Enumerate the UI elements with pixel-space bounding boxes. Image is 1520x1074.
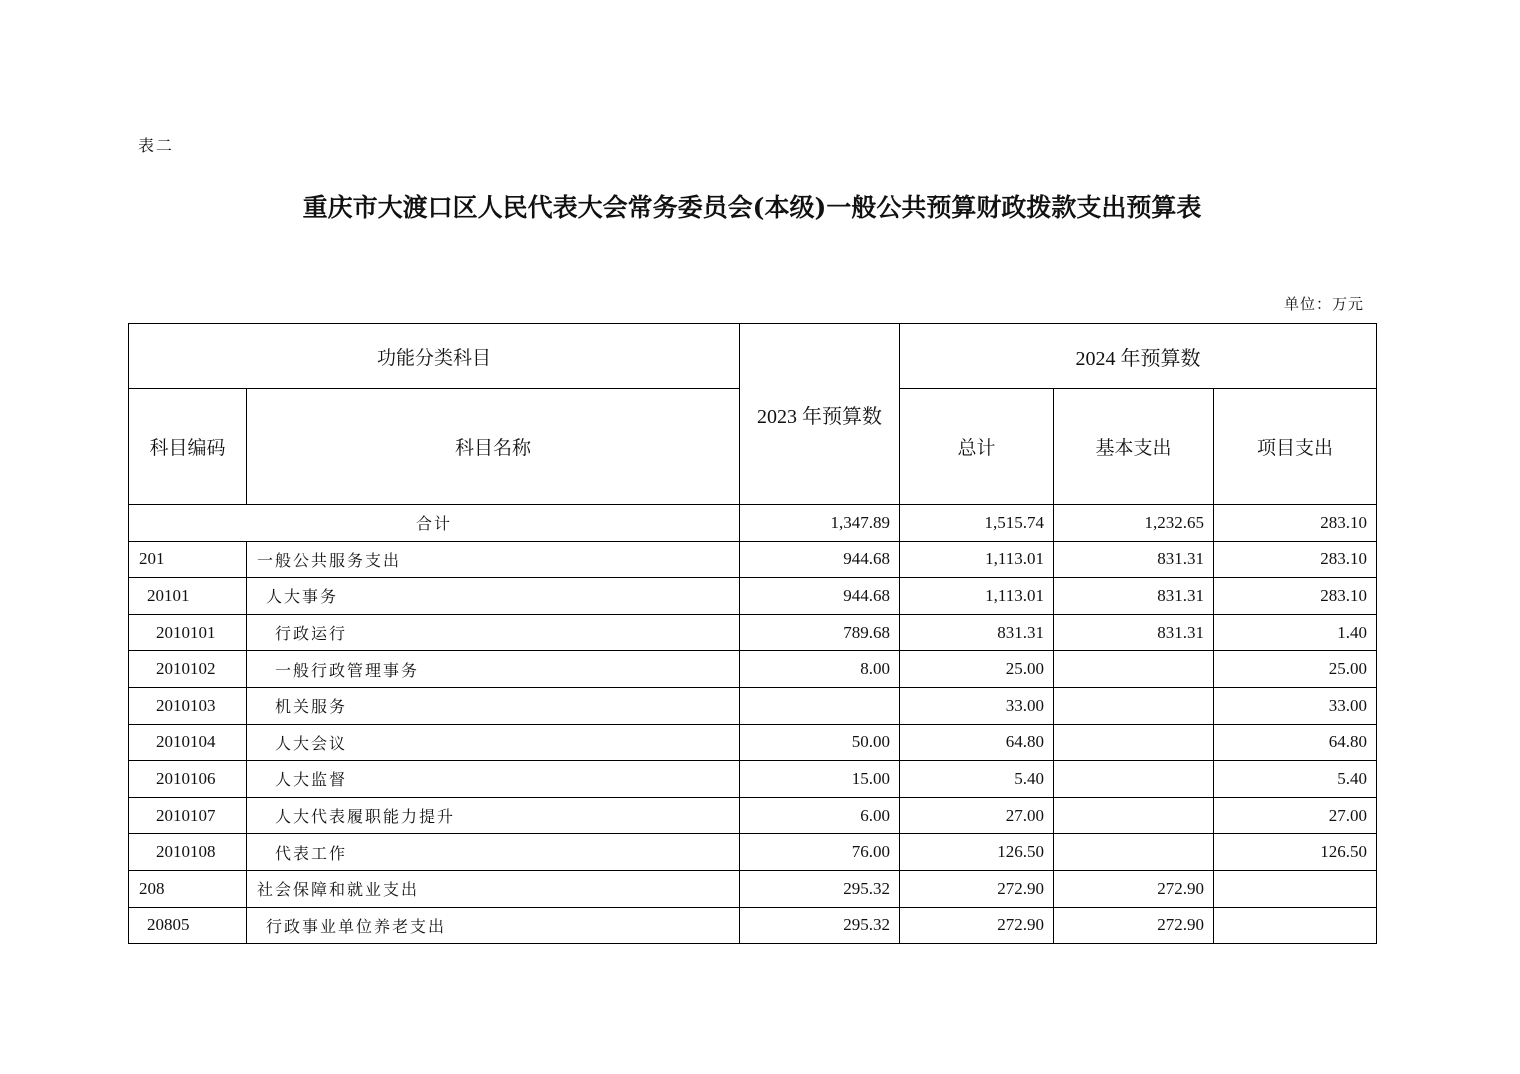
header-budget-2023: 2023 年预算数 [740,324,900,505]
table-row [129,687,1377,724]
row-b2023 [740,687,900,724]
row-basic: 272.90 [1054,907,1214,944]
row-name: 机关服务 [247,687,740,724]
row-code: 201 [129,541,247,578]
row-total: 1,113.01 [900,541,1054,578]
row-name: 人大会议 [247,724,740,761]
row-b2023: 789.68 [740,614,900,651]
row-total: 831.31 [900,614,1054,651]
header-name: 科目名称 [247,389,740,505]
row-b2023: 944.68 [740,541,900,578]
row-basic: 831.31 [1054,541,1214,578]
row-total: 25.00 [900,651,1054,688]
total-basic: 1,232.65 [1054,505,1214,542]
row-project: 1.40 [1214,614,1377,651]
row-total: 27.00 [900,797,1054,834]
row-b2023: 944.68 [740,578,900,615]
total-label: 合计 [129,505,740,542]
total-row [129,505,1377,542]
row-project [1214,870,1377,907]
row-total: 33.00 [900,687,1054,724]
total-b2023: 1,347.89 [740,505,900,542]
row-code: 2010104 [129,724,247,761]
row-code: 2010103 [129,687,247,724]
row-total: 64.80 [900,724,1054,761]
total-project: 283.10 [1214,505,1377,542]
table-row [129,578,1377,615]
row-name: 行政事业单位养老支出 [247,907,740,944]
row-name: 人大代表履职能力提升 [247,797,740,834]
table-row [129,614,1377,651]
table-label: 表二 [138,136,175,155]
row-name: 一般公共服务支出 [247,541,740,578]
row-b2023: 8.00 [740,651,900,688]
total-total: 1,515.74 [900,505,1054,542]
row-b2023: 295.32 [740,870,900,907]
row-basic: 831.31 [1054,578,1214,615]
row-code: 2010102 [129,651,247,688]
row-name: 一般行政管理事务 [247,651,740,688]
row-total: 272.90 [900,870,1054,907]
table-row [129,797,1377,834]
row-code: 2010107 [129,797,247,834]
row-code: 208 [129,870,247,907]
unit-label: 单位：万元 [1283,295,1364,313]
row-name: 行政运行 [247,614,740,651]
row-name: 人大监督 [247,761,740,798]
row-total: 126.50 [900,834,1054,871]
row-basic [1054,651,1214,688]
row-code: 2010106 [129,761,247,798]
row-project: 64.80 [1214,724,1377,761]
row-total: 1,113.01 [900,578,1054,615]
row-project: 5.40 [1214,761,1377,798]
header-basic: 基本支出 [1054,389,1214,505]
row-basic [1054,724,1214,761]
row-code: 2010101 [129,614,247,651]
row-basic: 831.31 [1054,614,1214,651]
row-name: 社会保障和就业支出 [247,870,740,907]
row-b2023: 15.00 [740,761,900,798]
header-project: 项目支出 [1214,389,1377,505]
row-code: 20101 [129,578,247,615]
row-name: 人大事务 [247,578,740,615]
row-project: 33.00 [1214,687,1377,724]
row-b2023: 76.00 [740,834,900,871]
row-b2023: 6.00 [740,797,900,834]
header-functional-category: 功能分类科目 [129,324,740,389]
row-code: 20805 [129,907,247,944]
row-project: 25.00 [1214,651,1377,688]
table-row [129,541,1377,578]
budget-table [128,323,1377,944]
row-basic [1054,834,1214,871]
row-project: 126.50 [1214,834,1377,871]
row-name: 代表工作 [247,834,740,871]
row-b2023: 295.32 [740,907,900,944]
row-project [1214,907,1377,944]
row-basic [1054,761,1214,798]
header-budget-2024: 2024 年预算数 [900,324,1377,389]
row-total: 272.90 [900,907,1054,944]
table-row [129,761,1377,798]
row-b2023: 50.00 [740,724,900,761]
row-basic [1054,797,1214,834]
row-basic: 272.90 [1054,870,1214,907]
table-row [129,870,1377,907]
table-row [129,907,1377,944]
row-project: 283.10 [1214,578,1377,615]
row-basic [1054,687,1214,724]
table-row [129,651,1377,688]
header-total: 总计 [900,389,1054,505]
table-row [129,724,1377,761]
table-row [129,834,1377,871]
header-code: 科目编码 [129,389,247,505]
page-title: 重庆市大渡口区人民代表大会常务委员会(本级)一般公共预算财政拨款支出预算表 [302,193,1202,222]
row-total: 5.40 [900,761,1054,798]
row-project: 283.10 [1214,541,1377,578]
row-project: 27.00 [1214,797,1377,834]
row-code: 2010108 [129,834,247,871]
